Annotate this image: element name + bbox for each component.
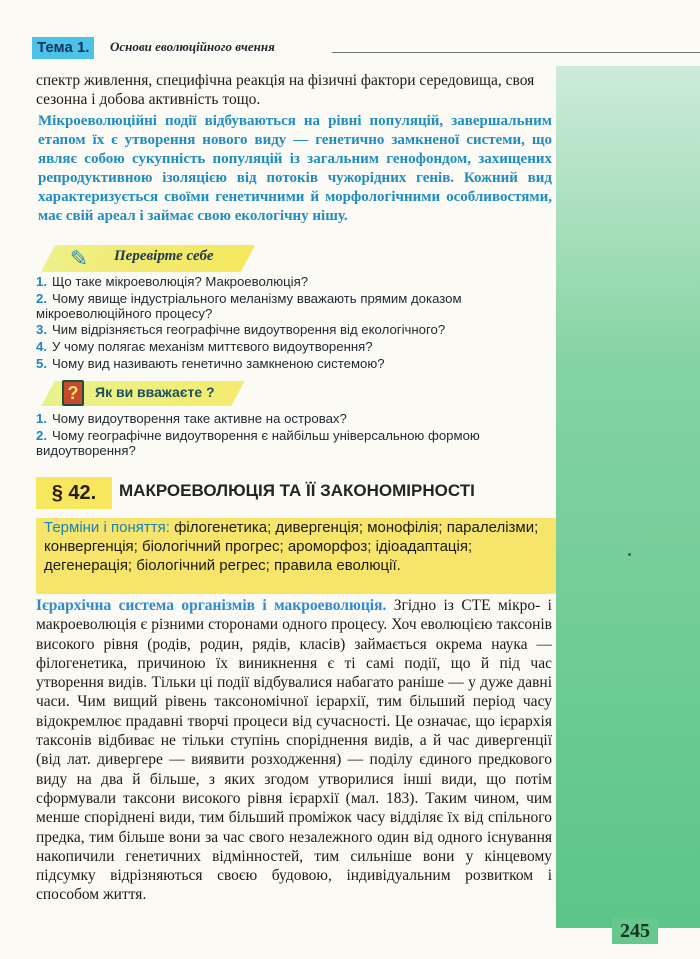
- question-item: [36, 412, 556, 427]
- topic-badge: Тема 1.: [32, 37, 94, 59]
- terms-list: філогенетика; дивергенція; монофілія; паралелізми; конвергенція; біологічний прогрес; ароморфоз; ідіоадаптація; дегенерація; біологічний регрес; правила еволюції.: [44, 519, 539, 574]
- highlight-paragraph: Мікроеволюційні події відбуваються на рівні популяцій, завершальним етапом їх є утворення нового виду — генетично замкненої системи, що являє собою сукупність популяцій із загальним генофондом, захищених репродуктивною ізоляцією від потоків чужорідних генів. Кожний вид характеризується своїми генетичними й морфологічними особливостями, має свій ареал і займає свою екологічну нішу.: [38, 113, 552, 224]
- question-number: 2.: [36, 290, 47, 306]
- page-number: 245: [612, 918, 658, 944]
- think-title: Як ви вважаєте ?: [95, 384, 215, 400]
- question-text: Чому видоутворення таке активне на островах?: [52, 411, 347, 426]
- intro-paragraph: спектр живлення, специфічна реакція на фізичні фактори середовища, своя сезонна і добова активність тощо.: [36, 72, 535, 109]
- question-text: Чому географічне видоутворення є найбільш універсальною формою видоутворення?: [36, 427, 480, 458]
- think-list: [36, 412, 556, 460]
- question-number: 2.: [36, 427, 47, 443]
- page-side-strip: [556, 66, 700, 928]
- question-item: [36, 275, 556, 290]
- body-text: Згідно із СТЕ мікро- і макроеволюція є різними сторонами одного процесу. Хоч еволюцією таксонів високого рівня (родів, родин, рядів, класів) займається окрема наука — філогенетика, причиною їх виникнення є ті самі події, що й під час утворення видів. Тільки ці події відбувалися набагато раніше — у дуже давні часи. Чим вищий рівень таксономічної ієрархії, тим більший період часу відокремлює прадавні творчі процеси від сучасності. Це означає, що ієрархія таксонів відбиває не тільки ступінь споріднення видів, а й час дивергенції (від лат. дивергере — виявити розходження) — поділу єдиного предкового виду на два й більше, з яких згодом утворилися інші види, що потім сформували таксони високого рівня ієрархії (мал. 183). Таким чином, чим менше споріднені види, тим більший проміжок часу відділяє їх від спільного предка, тим більше вони за час свого незалежного один від одного існування накопичили генетичних відмінностей, тим сильніше вони у кінцевому підсумку відрізняються своєю будовою, індивідуальним розвитком і способом життя.: [36, 597, 552, 904]
- question-text: Що таке мікроеволюція? Макроеволюція?: [52, 274, 309, 289]
- question-number: 5.: [36, 355, 47, 371]
- header-rule: [332, 52, 700, 53]
- question-text: У чому полягає механізм миттєвого видоутворення?: [52, 339, 373, 355]
- question-number: 4.: [36, 339, 47, 355]
- question-number: 3.: [36, 322, 47, 338]
- question-item: [36, 340, 556, 355]
- question-text: Чому явище індустріального меланізму вважають прямим доказом мікроеволюційного процесу?: [36, 290, 462, 321]
- question-item: [36, 429, 556, 459]
- page-header: [32, 37, 700, 59]
- pen-icon: ✎: [69, 246, 89, 271]
- terms-text: [44, 519, 552, 576]
- question-item: [36, 292, 556, 322]
- check-yourself-list: [36, 275, 556, 374]
- body-paragraph: [36, 596, 552, 905]
- body-subhead: Ієрархічна система організмів і макроеволюція.: [36, 597, 387, 614]
- section-number: § 42.: [36, 477, 112, 509]
- section-title: МАКРОЕВОЛЮЦІЯ ТА ЇЇ ЗАКОНОМІРНОСТІ: [119, 481, 475, 500]
- check-yourself-title: Перевірте себе: [114, 248, 214, 264]
- side-dot: [628, 553, 631, 556]
- terms-label: Терміни і поняття:: [44, 519, 170, 536]
- question-number: 1.: [36, 274, 47, 289]
- question-mark-icon: ?: [62, 380, 84, 406]
- question-item: [36, 323, 556, 338]
- question-text: Чому вид називають генетично замкненою системою?: [52, 355, 385, 371]
- question-number: 1.: [36, 411, 47, 426]
- question-item: [36, 357, 556, 372]
- question-text: Чим відрізняється географічне видоутворення від екологічного?: [52, 322, 446, 338]
- topic-title: Основи еволюційного вчення: [110, 39, 275, 54]
